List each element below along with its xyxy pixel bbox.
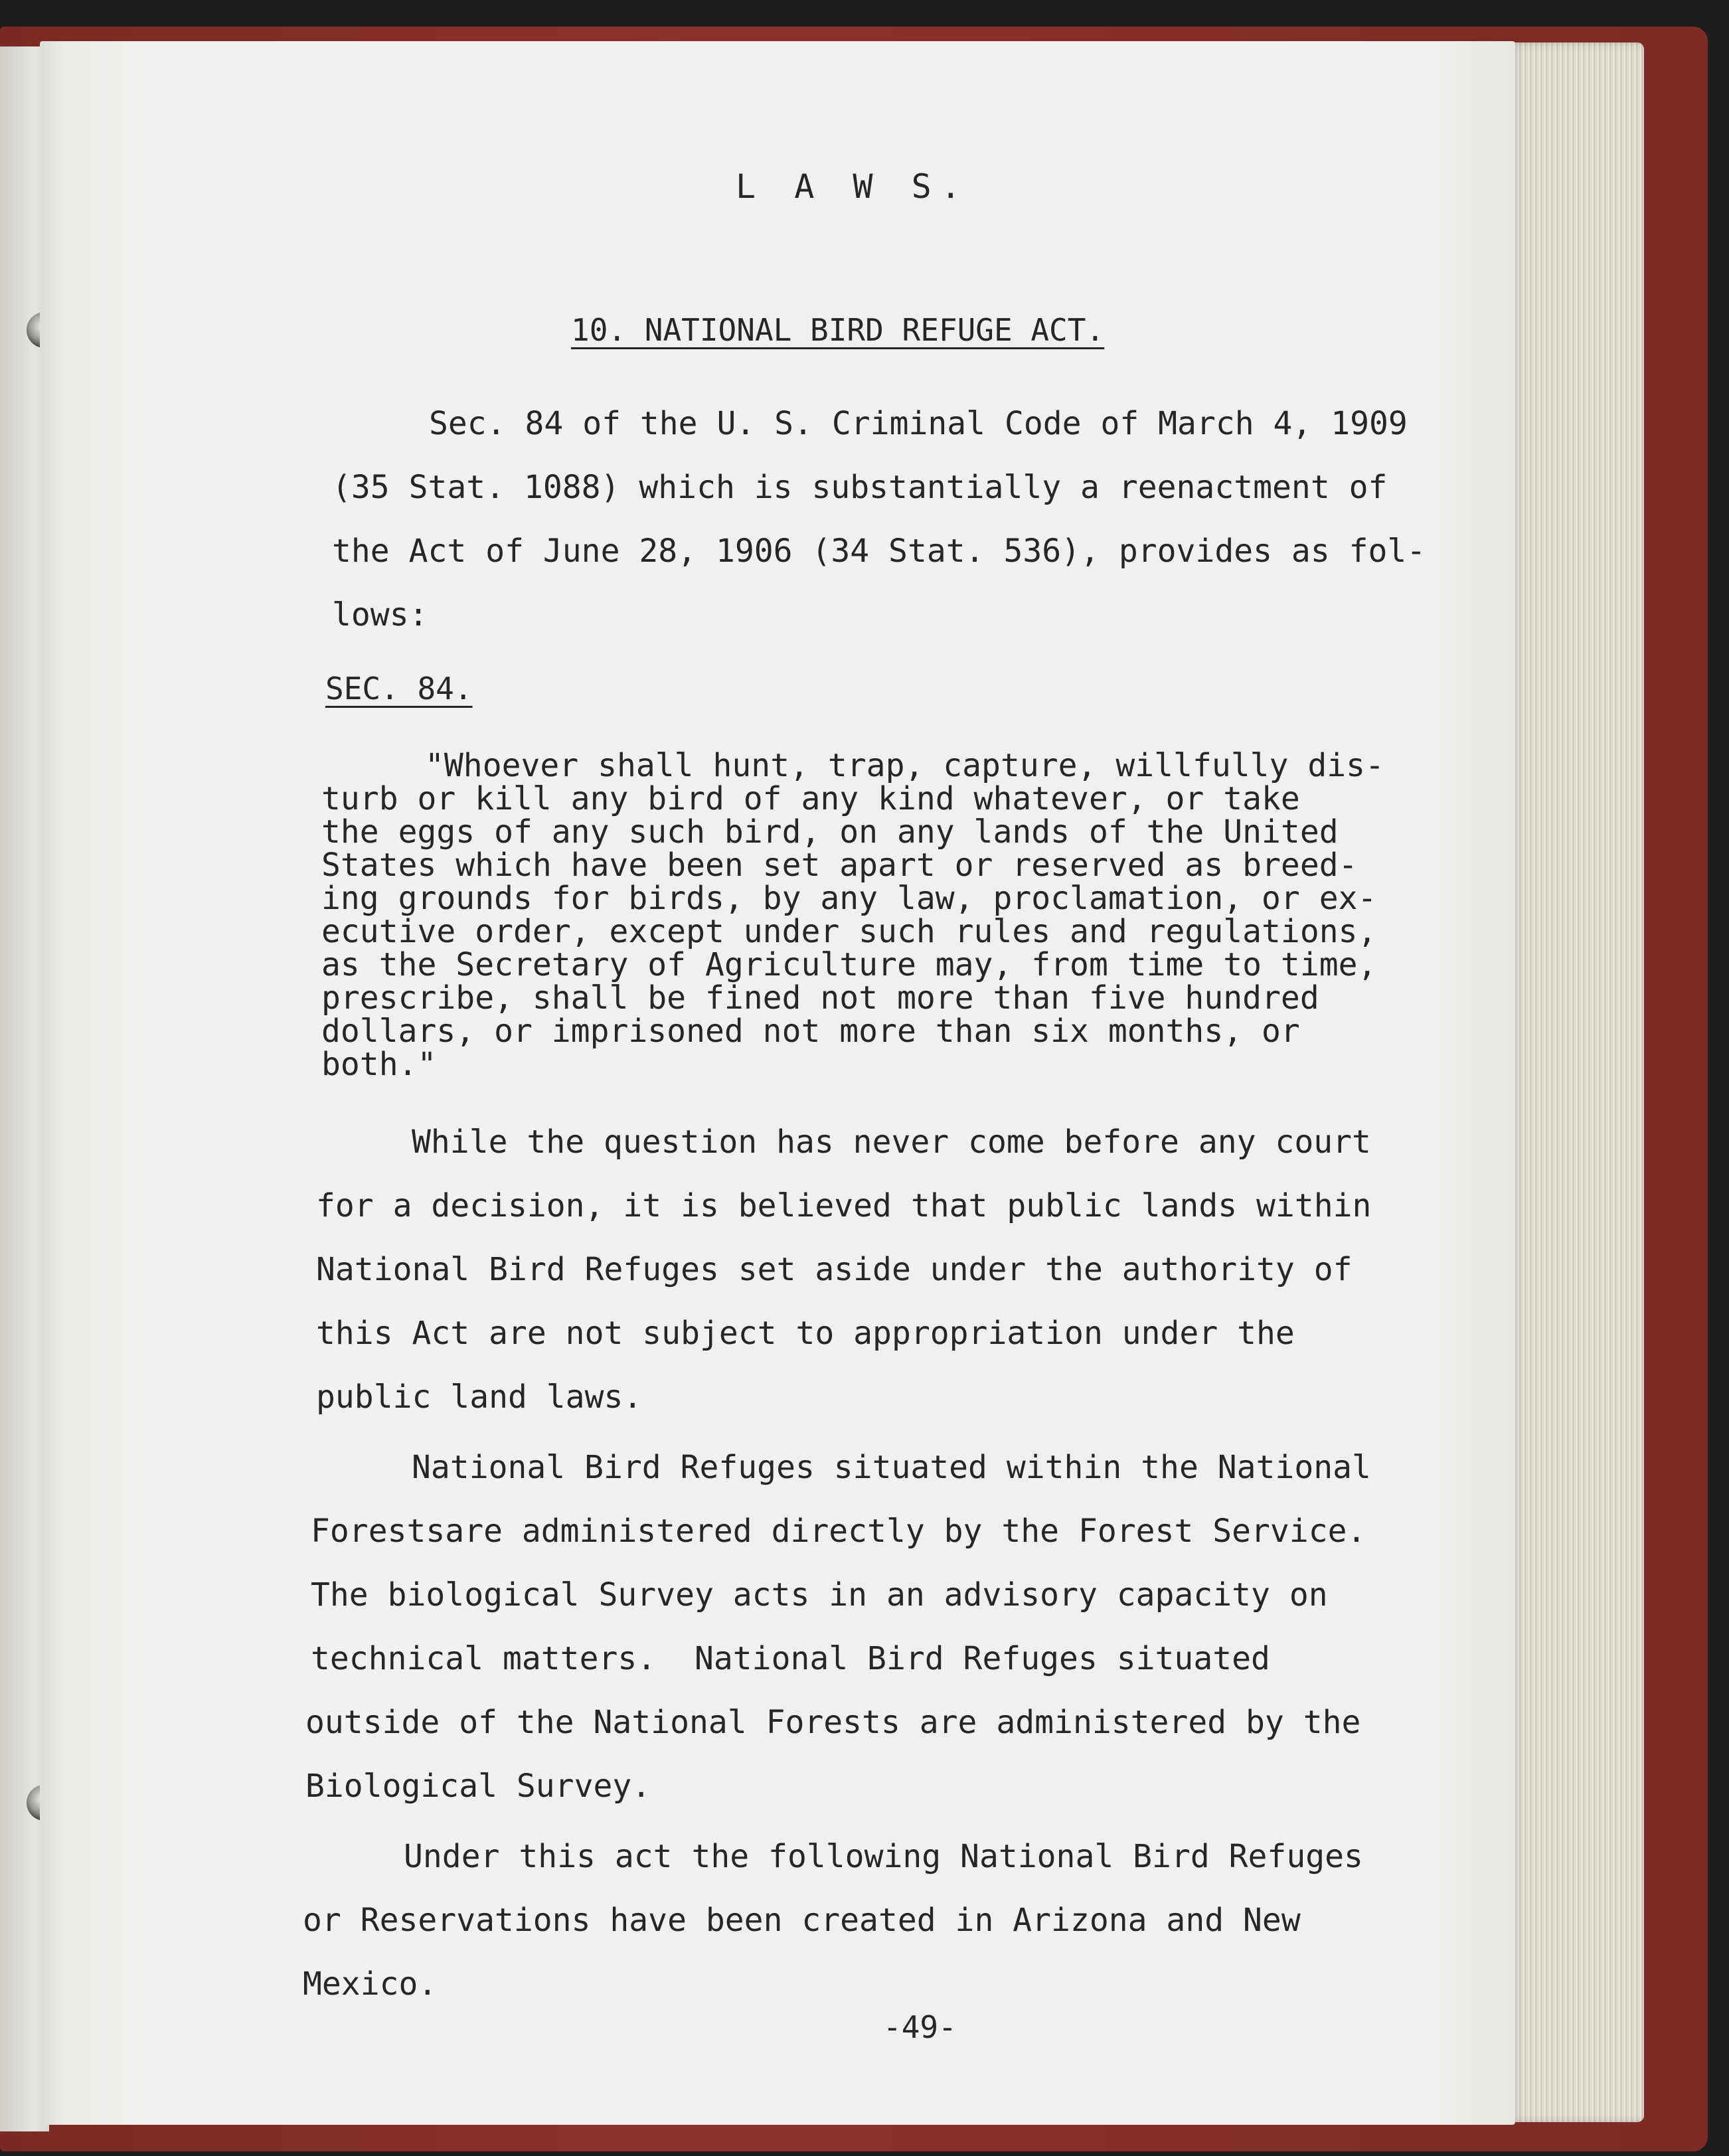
intro-line-3: the Act of June 28, 1906 (34 Stat. 536), provides as fol- bbox=[332, 533, 1426, 570]
paragraph2-line-6: Biological Survey. bbox=[305, 1768, 651, 1805]
quote-line-5: ing grounds for birds, by any law, proclamation, or ex- bbox=[321, 880, 1377, 917]
paragraph3-line-3: Mexico. bbox=[303, 1965, 438, 2003]
quote-line-1: "Whoever shall hunt, trap, capture, willfully dis- bbox=[425, 747, 1384, 784]
quote-line-2: turb or kill any bird of any kind whatever, or take bbox=[321, 780, 1300, 817]
paragraph3-line-1: Under this act the following National Bird Refuges bbox=[404, 1838, 1363, 1875]
section-label: SEC. 84. bbox=[325, 671, 473, 706]
paragraph2-line-3: The biological Survey acts in an advisory capacity on bbox=[311, 1576, 1328, 1614]
typed-page bbox=[40, 41, 1515, 2125]
quote-line-10: both." bbox=[321, 1046, 437, 1083]
page-stack-edge bbox=[1511, 42, 1644, 2122]
section-title: 10. NATIONAL BIRD REFUGE ACT. bbox=[571, 312, 1105, 348]
quote-line-7: as the Secretary of Agriculture may, from time to time, bbox=[321, 946, 1377, 983]
paragraph3-line-2: or Reservations have been created in Arizona and New bbox=[303, 1902, 1301, 1939]
paragraph1-line-1: While the question has never come before any court bbox=[412, 1123, 1371, 1161]
quote-line-9: dollars, or imprisoned not more than six months, or bbox=[321, 1013, 1300, 1050]
quote-line-3: the eggs of any such bird, on any lands of the United bbox=[321, 813, 1339, 851]
intro-line-2: (35 Stat. 1088) which is substantially a reenactment of bbox=[332, 469, 1388, 506]
intro-line-4: lows: bbox=[332, 596, 428, 633]
page-heading: L A W S. bbox=[736, 167, 970, 206]
paragraph1-line-3: National Bird Refuges set aside under the authority of bbox=[316, 1251, 1353, 1288]
paragraph2-line-4: technical matters. National Bird Refuges situated bbox=[311, 1640, 1270, 1677]
intro-line-1: Sec. 84 of the U. S. Criminal Code of March 4, 1909 bbox=[429, 405, 1408, 442]
quote-line-4: States which have been set apart or reserved as breed- bbox=[321, 847, 1358, 884]
paragraph1-line-2: for a decision, it is believed that public lands within bbox=[316, 1187, 1372, 1224]
paragraph1-line-4: this Act are not subject to appropriation under the bbox=[316, 1315, 1295, 1352]
page-number: -49- bbox=[883, 2009, 957, 2045]
quote-line-8: prescribe, shall be fined not more than five hundred bbox=[321, 979, 1319, 1017]
paragraph2-line-1: National Bird Refuges situated within the National bbox=[412, 1449, 1371, 1486]
paragraph2-line-2: Forestsare administered directly by the Forest Service. bbox=[311, 1513, 1366, 1550]
paragraph1-line-5: public land laws. bbox=[316, 1378, 643, 1416]
quote-line-6: ecutive order, except under such rules and regulations, bbox=[321, 913, 1377, 950]
paragraph2-line-5: outside of the National Forests are administered by the bbox=[305, 1704, 1361, 1741]
